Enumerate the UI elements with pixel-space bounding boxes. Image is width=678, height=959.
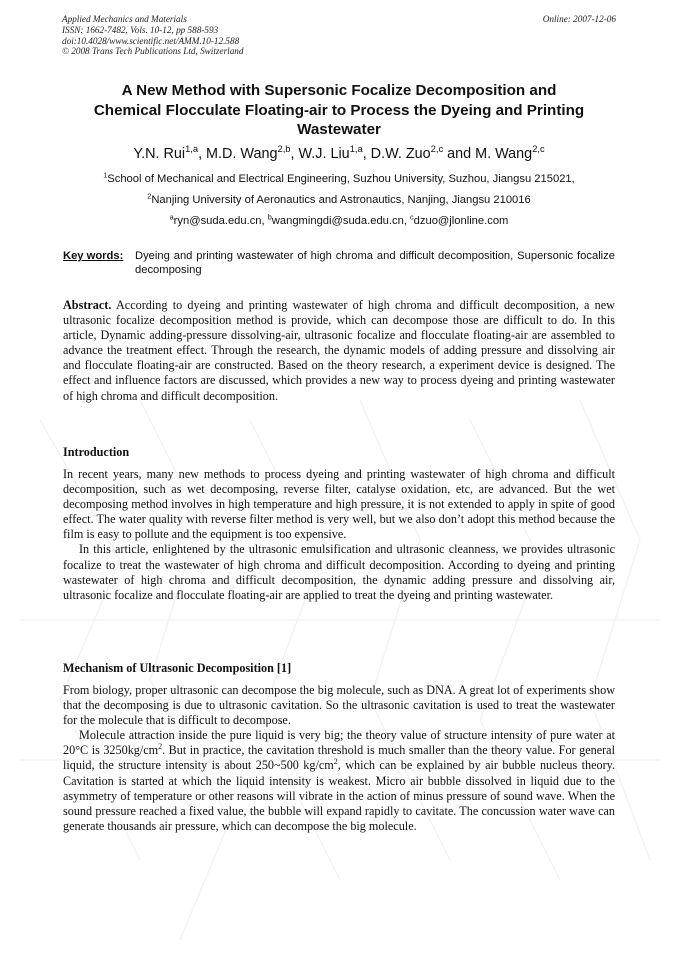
author-2: , M.D. Wang — [198, 146, 278, 162]
mechanism-p2-part-b: . But in practice, the cavitation threshold is much smaller than the theory value. For general liquid, the structure intensity is about 250~500 kg/cm — [63, 743, 615, 773]
author-4-affil: 2,c — [430, 144, 444, 155]
keywords-label: Key words: — [63, 250, 124, 262]
email-b-marker: b — [267, 212, 272, 222]
author-1: Y.N. Rui — [133, 146, 186, 162]
mechanism-p2-part-a: Molecule attraction inside the pure liquid is very big; the theory value of structure intensity of pure water at 20°C is 3250kg/cm — [63, 728, 615, 758]
abstract-text: According to dyeing and printing wastewater of high chroma and difficult decomposition, a new ultrasonic focalize decomposition method is provide, which can decompose those are difficult to do. In this article, Dynamic adding-pressure dissolving-air, ultrasonic focalize and flocculate floating-air are assembled to advance the treatment effect. Through the research, the dynamic models of adding pressure and dissolving air and flocculate floating-air are constructed. Based on the theory research, a experiment device is designed. The effect and influence factors are discussed, which provides a new way to process dyeing and printing wastewater of high chroma and difficult decomposition. — [63, 298, 615, 403]
email-a-marker: a — [169, 212, 174, 222]
introduction-heading: Introduction — [63, 445, 130, 459]
paper-title — [40, 81, 638, 140]
email-c: dzuo@jlonline.com — [413, 215, 509, 227]
author-5-affil: 2,c — [532, 144, 545, 155]
keywords-block — [63, 250, 615, 277]
affiliation-2-marker: 2 — [147, 191, 152, 201]
mechanism-paragraph-2 — [63, 728, 615, 834]
affiliation-2 — [40, 193, 638, 207]
email-c-marker: c — [410, 212, 414, 222]
title-line-1: A New Method with Supersonic Focalize Decomposition and — [121, 82, 557, 99]
mechanism-paragraph-1: From biology, proper ultrasonic can decompose the big molecule, such as DNA. A great lot of experiments show that the decomposing is due to ultrasonic cavitation. So the ultrasonic cavitation is used to treat the wastewater for the molecule that is difficult to decompose. — [63, 683, 615, 728]
journal-header — [62, 14, 616, 57]
mechanism-p2-part-c: , which can be explained by air bubble nucleus theory. Cavitation is started at which the liquid intensity is weakest. Micro air bubble dissolved in liquid due to the asymmetry of temperature or other reasons will vibrate in the action of minus pressure of sound wave. When the sound pressure reached a fixed value, the bubble will expand rapidly to cavitate. The concussion water wave can generate thousands air pressure, which can decompose the big molecule. — [63, 758, 615, 833]
email-a: ryn@suda.edu.cn, — [173, 215, 268, 227]
mechanism-p2-sup-1: 2 — [158, 742, 163, 752]
author-list — [40, 145, 638, 163]
author-3-affil: 1,a — [349, 144, 363, 155]
author-5: and M. Wang — [443, 146, 533, 162]
email-b: wangmingdi@suda.edu.cn, — [271, 215, 411, 227]
mechanism-body — [63, 683, 615, 834]
abstract-label: Abstract. — [63, 298, 112, 312]
journal-copyright: © 2008 Trans Tech Publications Ltd, Switzerland — [62, 46, 244, 57]
journal-doi: doi:10.4028/www.scientific.net/AMM.10-12.588 — [62, 35, 240, 46]
affiliation-2-text: Nanjing University of Aeronautics and Astronautics, Nanjing, Jiangsu 210016 — [151, 194, 531, 206]
keywords-text: Dyeing and printing wastewater of high chroma and difficult decomposition, Supersonic focalize decomposing — [135, 250, 615, 276]
author-4: , D.W. Zuo — [362, 146, 431, 162]
author-3: , W.J. Liu — [290, 146, 350, 162]
journal-issn: ISSN: 1662-7482, Vols. 10-12, pp 588-593 — [62, 24, 219, 35]
introduction-body — [63, 467, 615, 603]
introduction-paragraph-1: In recent years, many new methods to process dyeing and printing wastewater of high chroma and difficult decomposition, such as wet decomposing, reverse filter, catalyse oxidation, etc, are advanced. But the wet decomposing method involves in high temperature and high pressure, it is not extended to apply in spite of good effect. The water quality with reverse filter method is very well, but we also don’t adopt this method because the film is easy to pollute and the equipment is too expensive. — [63, 467, 615, 542]
title-line-3: Wastewater — [297, 121, 381, 138]
abstract — [63, 298, 615, 404]
affiliation-1-text: School of Mechanical and Electrical Engineering, Suzhou University, Suzhou, Jiangsu 215021, — [107, 173, 575, 185]
introduction-paragraph-2: In this article, enlightened by the ultrasonic emulsification and ultrasonic cleanness, we provides ultrasonic focalize to treat the wastewater of high chroma and difficult decomposition. According to dyeing and printing wastewater of high chroma and difficult decomposition, the dynamic adding pressure and dissolving air, ultrasonic focalize and flocculate floating-air are applied to treat the dyeing and printing wastewater. — [63, 542, 615, 602]
author-1-affil: 1,a — [185, 144, 199, 155]
affiliation-1 — [40, 172, 638, 186]
online-date: Online: 2007-12-06 — [542, 14, 616, 24]
author-2-affil: 2,b — [277, 144, 291, 155]
mechanism-heading: Mechanism of Ultrasonic Decomposition [1] — [63, 661, 292, 675]
affiliation-1-marker: 1 — [103, 170, 108, 180]
mechanism-p2-sup-2: 2 — [333, 757, 338, 767]
journal-name: Applied Mechanics and Materials — [62, 14, 187, 24]
title-line-2: Chemical Flocculate Floating-air to Process the Dyeing and Printing — [93, 101, 585, 119]
email-line — [40, 214, 638, 228]
